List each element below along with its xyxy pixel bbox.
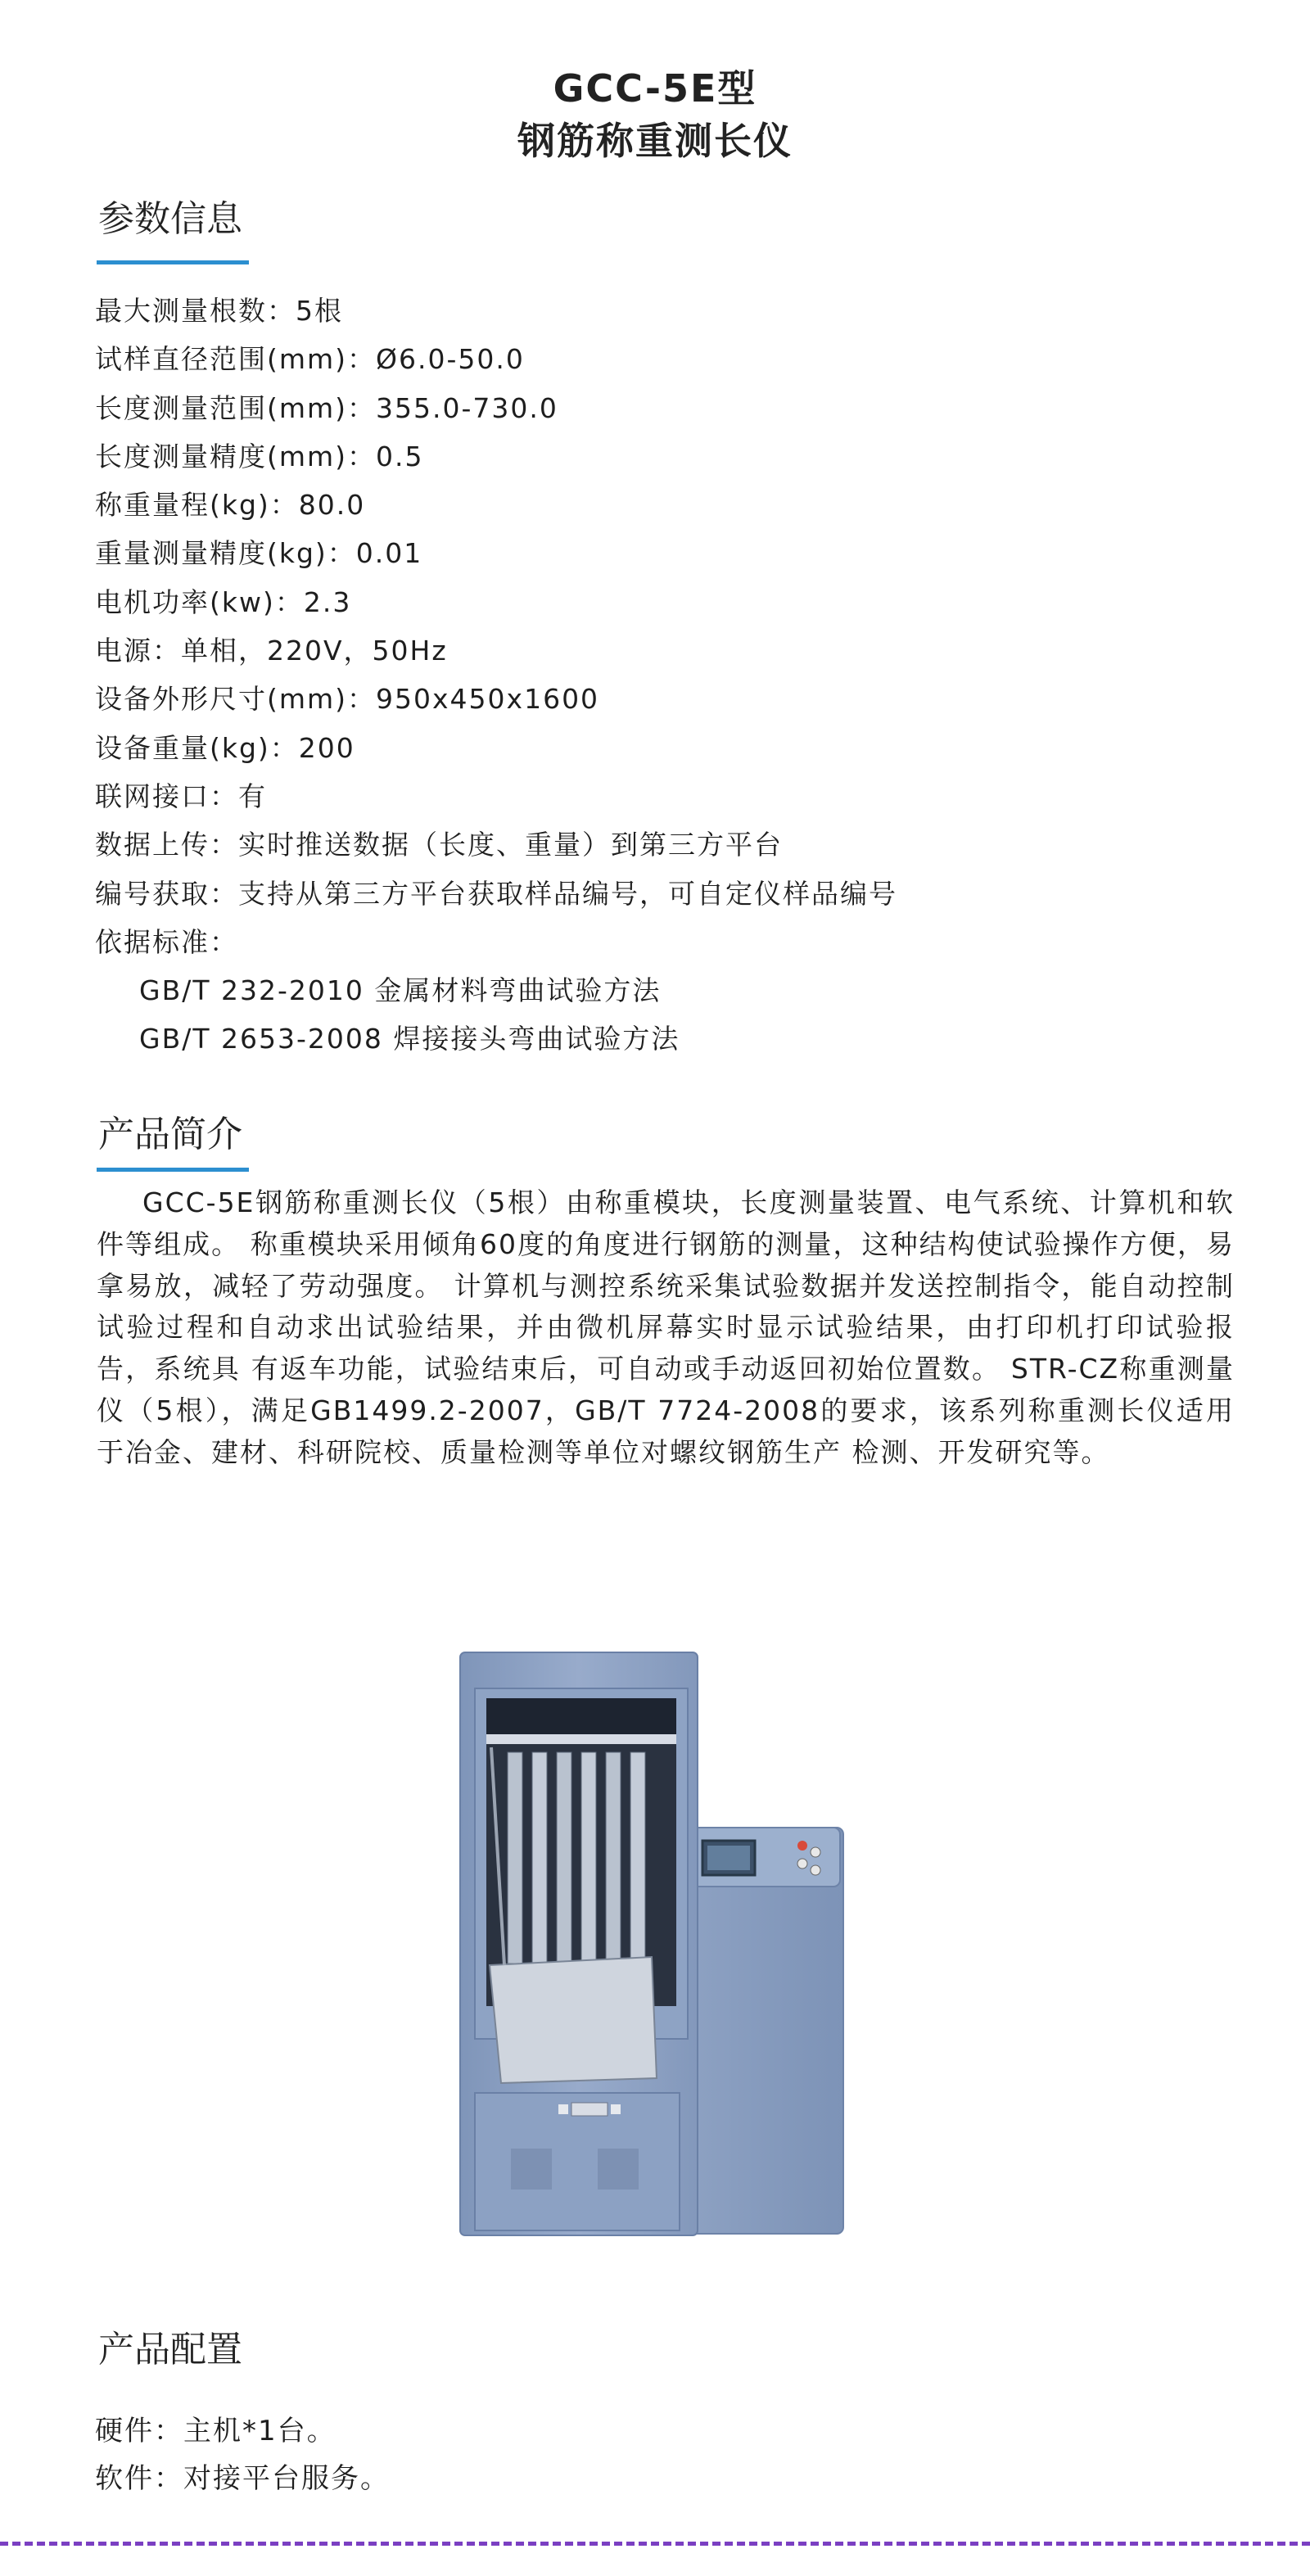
standard-item: GB/T 232-2010 金属材料弯曲试验方法 (139, 974, 662, 1007)
config-heading: 产品配置 (98, 2329, 242, 2370)
param-item: 长度测量精度(mm)：0.5 (95, 440, 424, 472)
product-machine-image (442, 1638, 868, 2244)
page-title (0, 62, 1310, 167)
param-item: 称重量程(kg)：80.0 (95, 489, 366, 522)
param-item: 重量测量精度(kg)：0.01 (95, 537, 423, 570)
standard-item: GB/T 2653-2008 焊接接头弯曲试验方法 (139, 1023, 680, 1055)
config-item-hardware: 硬件：主机*1台。 (95, 2415, 337, 2447)
param-item: 电源：单相，220V，50Hz (95, 635, 448, 667)
param-item: 试样直径范围(mm)：Ø6.0-50.0 (95, 343, 525, 376)
config-item-software: 软件：对接平台服务。 (95, 2462, 390, 2495)
intro-heading-underline (97, 1168, 249, 1172)
param-item: 电机功率(kw)：2.3 (95, 585, 352, 618)
params-heading: 参数信息 (98, 198, 242, 240)
params-list (95, 287, 1241, 1064)
product-name-title: 钢筋称重测长仪 (517, 119, 793, 163)
param-item: 设备重量(kg)：200 (95, 731, 355, 764)
bottom-dashed-divider (0, 2542, 1310, 2546)
param-item: 数据上传：实时推送数据（长度、重量）到第三方平台 (95, 829, 783, 861)
param-item: 联网接口：有 (95, 780, 267, 812)
param-item: 长度测量范围(mm)：355.0-730.0 (95, 391, 558, 424)
param-item: 依据标准： (95, 925, 238, 958)
param-item: 设备外形尺寸(mm)：950x450x1600 (95, 683, 600, 716)
param-item: 编号获取：支持从第三方平台获取样品编号，可自定仪样品编号 (95, 877, 897, 910)
model-title: GCC-5E型 (553, 66, 757, 111)
intro-paragraph: GCC-5E钢筋称重测长仪（5根）由称重模块，长度测量装置、电气系统、计算机和软件等组成。 称重模块采用倾角60度的角度进行钢筋的测量，这种结构使试验操作方便，易拿易放，减轻了劳动强度。 计算机与测控系统采集试验数据并发送控制指令，能自动控制试验过程和自动求出试验结果，并由微机屏幕实时显示试验结果，由打印机打印试验报告，系统具 有返车功能，试验结束后，可自动或手动返回初始位置数。 STR-CZ称重测量仪（5根），满足GB1499.2-2007，GB/T 7724-2008的要求，该系列称重测长仪适用于冶金、建材、科研院校、质量检测等单位对螺纹钢筋生产 检测、开发研究等。 (97, 1186, 1235, 1468)
params-heading-underline (97, 260, 249, 264)
intro-heading: 产品简介 (98, 1114, 242, 1155)
param-item: 最大测量根数：5根 (95, 295, 343, 327)
config-list (95, 2407, 390, 2502)
